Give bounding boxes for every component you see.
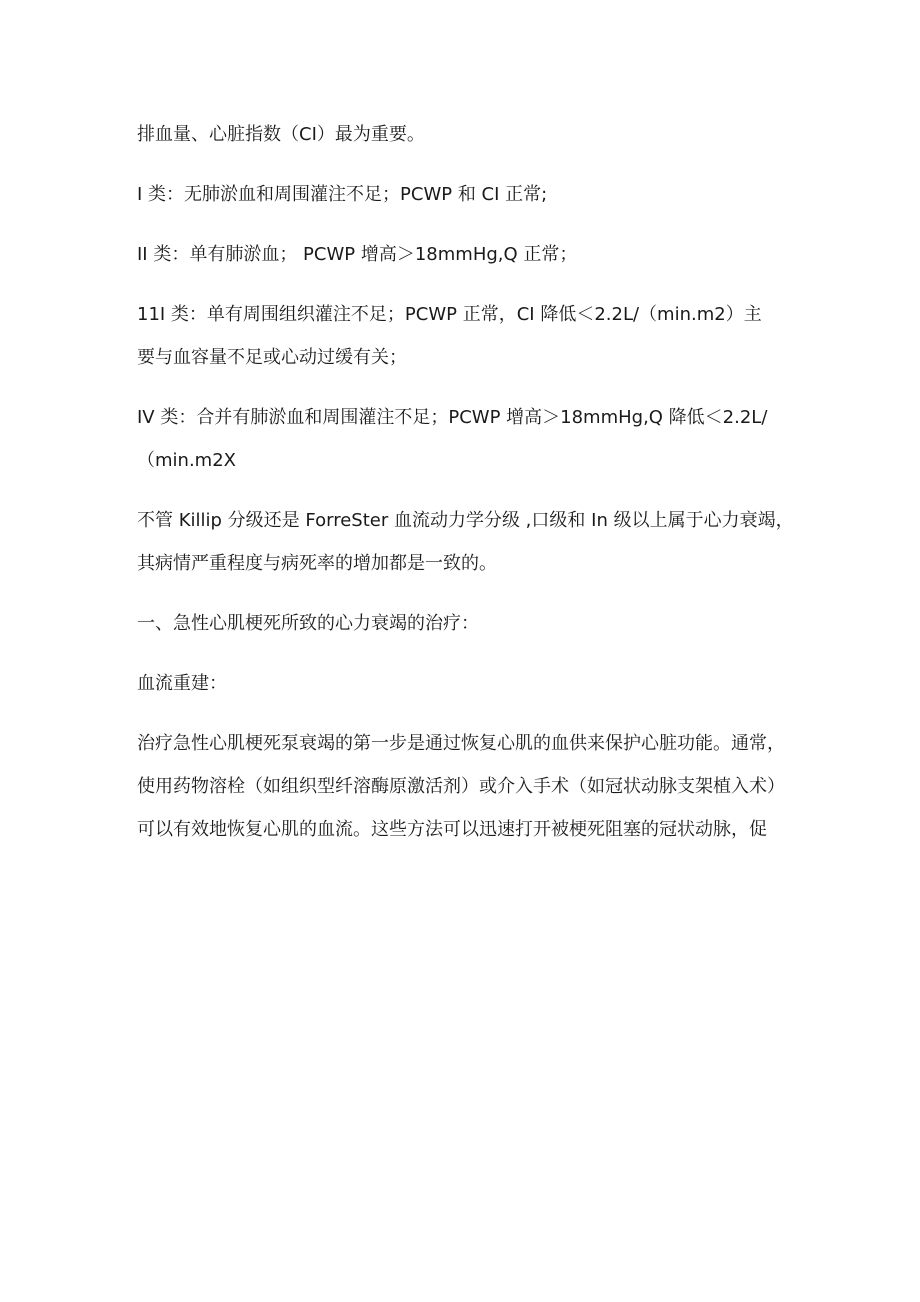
text-line: 要与血容量不足或心动过缓有关；: [137, 347, 407, 368]
text-line: 不管 Killip 分级还是 ForreSter 血流动力学分级 ,口级和 In 级以上属于心力衰竭，: [137, 510, 794, 531]
paragraph-class-i: [137, 186, 797, 204]
document-body: [137, 126, 797, 881]
text-line: 排血量、心脏指数（CI）最为重要。: [137, 124, 425, 145]
text-line: （min.m2X: [137, 450, 236, 471]
text-line: 可以有效地恢复心肌的血流。这些方法可以迅速打开被梗死阻塞的冠状动脉，促: [137, 819, 767, 840]
paragraph-revascularization: [137, 735, 797, 839]
paragraph-class-iv: [137, 409, 797, 470]
text-line: 治疗急性心肌梗死泵衰竭的第一步是通过恢复心肌的血供来保护心脏功能。通常，: [137, 733, 785, 754]
text-line: 血流重建：: [137, 673, 227, 694]
text-line: 其病情严重程度与病死率的增加都是一致的。: [137, 553, 497, 574]
text-line: II 类：单有肺淤血； PCWP 增高＞18mmHg,Q 正常；: [137, 244, 578, 265]
section-heading-treatment: [137, 615, 797, 633]
text-line: 11I 类：单有周围组织灌注不足；PCWP 正常，CI 降低＜2.2L/（min.m2）主: [137, 304, 762, 325]
paragraph-class-ii: [137, 246, 797, 264]
text-line: 一、急性心肌梗死所致的心力衰竭的治疗：: [137, 613, 479, 634]
paragraph-class-iii: [137, 306, 797, 367]
paragraph-killip-forrester: [137, 512, 797, 573]
paragraph-cardiac-index: [137, 126, 797, 144]
subheading-revascularization: [137, 675, 797, 693]
text-line: I 类：无肺淤血和周围灌注不足；PCWP 和 CI 正常;: [137, 184, 548, 205]
text-line: 使用药物溶栓（如组织型纤溶酶原激活剂）或介入手术（如冠状动脉支架植入术）: [137, 776, 785, 797]
text-line: IV 类：合并有肺淤血和周围灌注不足；PCWP 增高＞18mmHg,Q 降低＜2.2L/: [137, 407, 768, 428]
